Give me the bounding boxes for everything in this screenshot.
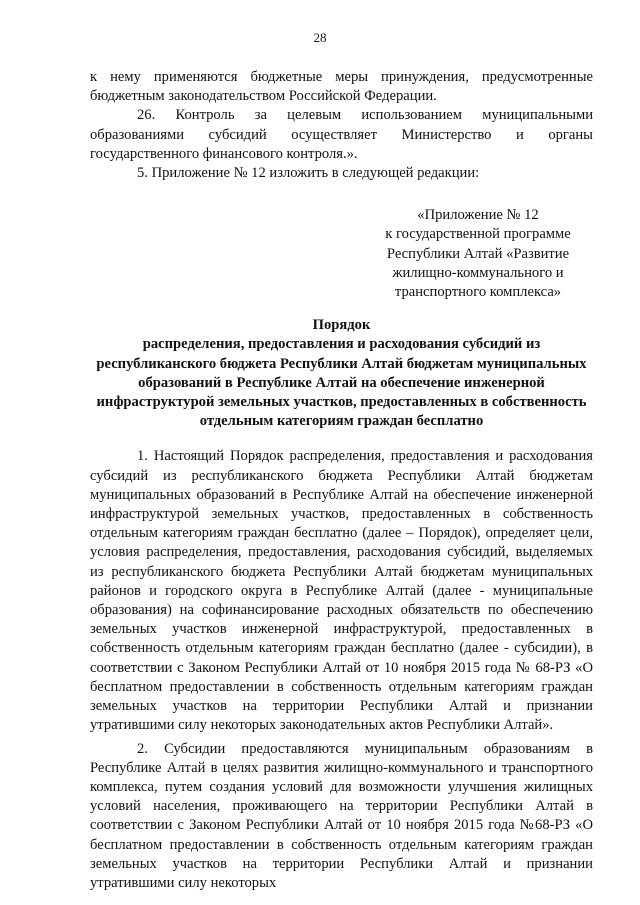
intro-paragraph-3: 5. Приложение № 12 изложить в следующей редакции: [137,165,480,182]
appendix-line-2: к государственной программе [385,226,571,243]
section-paragraph-1: 1. Настоящий Порядок распределения, предоставления и расходования субсидий из республиканского бюджета Республики Алтай бюджетам муниципальных образований в Республике Алтай на обеспечение инженерной инфраструктурой земельных участков, предоставленных в собственность отдельным категориям граждан бесплатно (далее – Порядок), определяет цели, условия распределения, предоставления, расходования субсидий, выделяемых из республиканского бюджета Республики Алтай бюджетам муниципальных районов и городского округа в Республике Алтай (далее - муниципальные образования) на софинансирование расходных обязательств по обеспечению земельных участков инженерной инфраструктурой, предоставленных в собственность отдельным категориям граждан бесплатно (далее - субсидии), в соответствии с Законом Республики Алтай от 10 ноября 2015 года № 68-РЗ «О бесплатном предоставлении в собственность отдельным категориям граждан земельных участков на территории Республики Алтай и признании утратившими силу некоторых законодательных актов Республики Алтай». [90,448,593,734]
appendix-line-5: транспортного комплекса» [394,284,562,301]
appendix-line-1: «Приложение № 12 [417,207,539,224]
page-number: 28 [313,30,327,45]
intro-paragraph-2: 26. Контроль за целевым использованием муниципальными образованиями субсидий осуществляет Министерство и органы государственного финансового контроля.». [90,107,593,162]
appendix-line-3: Республики Алтай «Развитие [386,245,570,262]
intro-paragraph-1: к нему применяются бюджетные меры принуждения, предусмотренные бюджетным законодательством Российской Федерации. [90,69,593,105]
section-heading-title: Порядок [312,317,371,334]
section-heading-subtitle: распределения, предоставления и расходования субсидий из республиканского бюджета Республики Алтай бюджетам муниципальных образований в Республике Алтай на обеспечение инженерной инфраструктурой земельных участков, предоставленных в собственность отдельным категориям граждан бесплатно [96,336,587,430]
appendix-note [378,206,578,302]
appendix-line-4: жилищно-коммунального и [392,264,564,281]
document-body [90,68,593,893]
section-paragraph-2: 2. Субсидии предоставляются муниципальным образованиям в Республике Алтай в целях развития жилищно-коммунального и транспортного комплекса, путем создания условий для возможности улучшения жилищных условий населения, проживающего на территории Республики Алтай в соответствии с Законом Республики Алтай от 10 ноября 2015 года №68-РЗ «О бесплатном предоставлении в собственность отдельным категориям граждан земельных участков на территории Республики Алтай и признании утратившими силу некоторых [90,740,593,891]
